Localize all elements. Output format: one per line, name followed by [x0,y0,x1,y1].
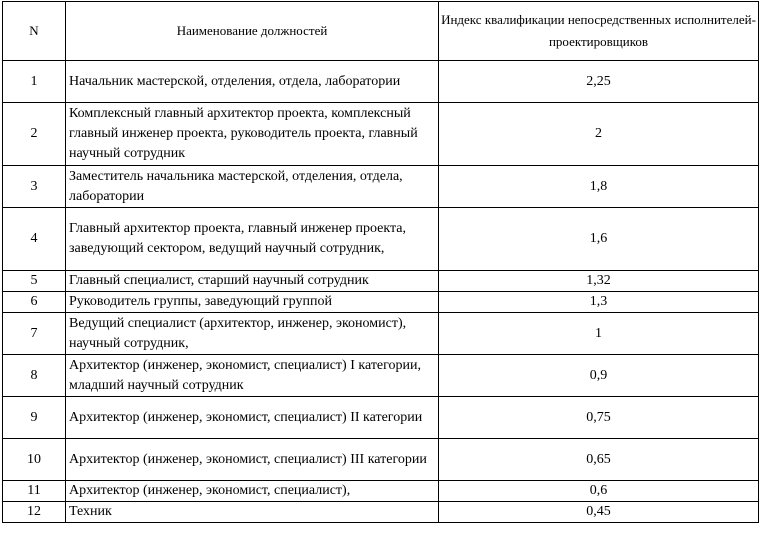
row-number: 2 [3,103,66,166]
qualification-index: 1,32 [439,271,759,292]
table-row [3,208,759,271]
header-position-name: Наименование должностей [66,2,439,61]
table-row [3,61,759,103]
table-row [3,397,759,439]
qualification-index: 1,8 [439,166,759,208]
position-name: Архитектор (инженер, экономист, специалист) I категории, младший научный сотрудник [66,355,439,397]
qualification-index: 1 [439,313,759,355]
position-name: Техник [66,502,439,523]
qualification-index: 2 [439,103,759,166]
position-name: Главный специалист, старший научный сотрудник [66,271,439,292]
position-name: Главный архитектор проекта, главный инженер проекта, заведующий сектором, ведущий научный сотрудник, [66,208,439,271]
position-name: Заместитель начальника мастерской, отделения, отдела, лаборатории [66,166,439,208]
header-n: N [3,2,66,61]
table-row [3,355,759,397]
qualification-index-table [2,1,759,523]
row-number: 3 [3,166,66,208]
row-number: 8 [3,355,66,397]
row-number: 1 [3,61,66,103]
position-name: Комплексный главный архитектор проекта, комплексный главный инженер проекта, руководитель проекта, главный научный сотрудник [66,103,439,166]
qualification-index: 0,75 [439,397,759,439]
table-row [3,481,759,502]
qualification-index: 0,65 [439,439,759,481]
table-header-row [3,2,759,61]
position-name: Архитектор (инженер, экономист, специалист) III категории [66,439,439,481]
qualification-index: 2,25 [439,61,759,103]
row-number: 10 [3,439,66,481]
row-number: 11 [3,481,66,502]
row-number: 6 [3,292,66,313]
qualification-index: 1,6 [439,208,759,271]
row-number: 4 [3,208,66,271]
table-row [3,166,759,208]
qualification-index: 0,9 [439,355,759,397]
position-name: Начальник мастерской, отделения, отдела, лаборатории [66,61,439,103]
position-name: Архитектор (инженер, экономист, специалист) II категории [66,397,439,439]
header-qualification-index: Индекс квалификации непосредственных исполнителей-проектировщиков [439,2,759,61]
row-number: 9 [3,397,66,439]
qualification-index: 0,45 [439,502,759,523]
qualification-index: 1,3 [439,292,759,313]
position-name: Архитектор (инженер, экономист, специалист), [66,481,439,502]
table-row [3,313,759,355]
table-row [3,103,759,166]
table-row [3,271,759,292]
row-number: 5 [3,271,66,292]
table-row [3,439,759,481]
table-row [3,292,759,313]
row-number: 12 [3,502,66,523]
qualification-index: 0,6 [439,481,759,502]
table-row [3,502,759,523]
row-number: 7 [3,313,66,355]
position-name: Ведущий специалист (архитектор, инженер, экономист), научный сотрудник, [66,313,439,355]
position-name: Руководитель группы, заведующий группой [66,292,439,313]
